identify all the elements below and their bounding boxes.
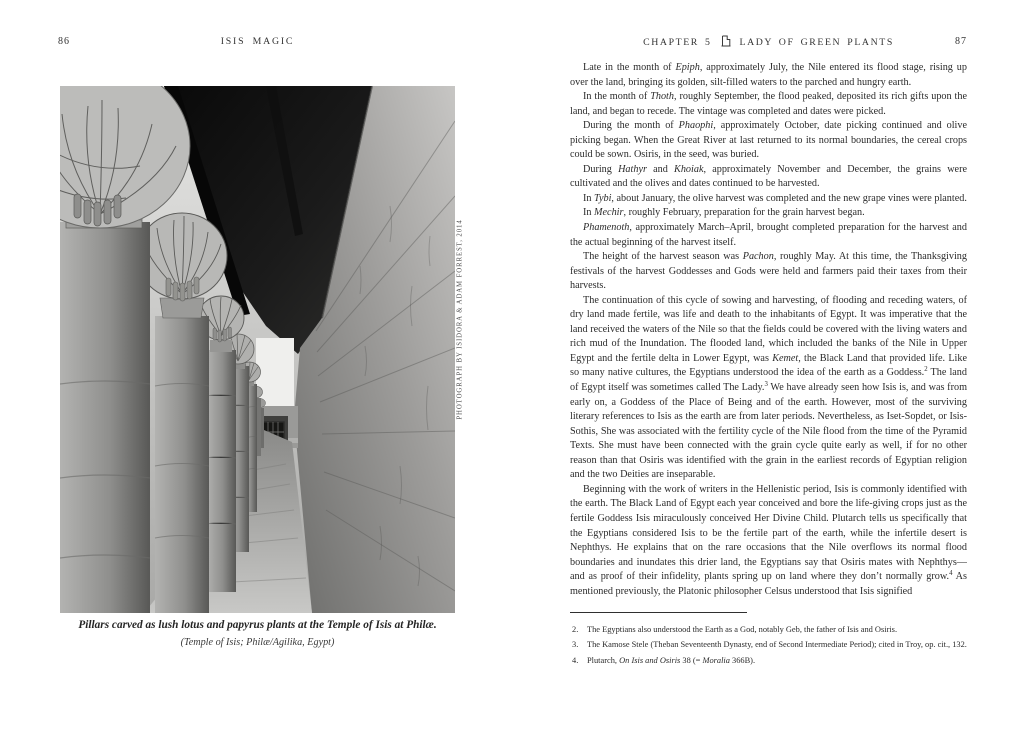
body-paragraph: The height of the harvest season was Pachon, roughly May. At this time, the Thanksgiving festivals of the harvest Goddesses and Gods were held and farmers paid their taxes from their harvests. (570, 251, 967, 292)
footnote-list (570, 622, 967, 668)
footnote (570, 637, 967, 652)
footnote-separator (570, 612, 747, 613)
body-paragraph: In Tybi, about January, the olive harvest was completed and the new grape vines were planted. (583, 192, 967, 204)
temple-colonnade-photograph (60, 86, 455, 613)
photo-caption-line1: Pillars carved as lush lotus and papyrus plants at the Temple of Isis at Philæ. (78, 619, 437, 631)
temple-photo-illustration (60, 86, 455, 613)
body-paragraph: In Mechir, roughly February, preparation for the grain harvest began. (583, 207, 865, 219)
photo-caption (30, 618, 485, 650)
chapter-title: LADY OF GREEN PLANTS (739, 37, 894, 48)
photo-caption-line2: (Temple of Isis; Philæ/Agilika, Egypt) (180, 637, 335, 648)
footnote (570, 653, 967, 668)
photo-credit (452, 86, 468, 553)
footnote-text: Plutarch, On Isis and Osiris 38 (= Moralia 366B). (587, 655, 756, 665)
page-right (570, 35, 967, 668)
footnote-number: 2. (572, 625, 579, 635)
footnote-text: The Kamose Stele (Theban Seventeenth Dynasty, end of Second Intermediate Period); cited in Troy, op. cit., 132. (587, 640, 967, 650)
footnote-text: The Egyptians also understood the Earth as a God, notably Geb, the father of Isis and Osiris. (587, 625, 898, 635)
running-head: ISIS MAGIC (220, 36, 295, 47)
body-paragraph: During the month of Phaophi, approximately October, date picking continued and olive picking began. When the Great River at last returned to its normal boundaries, the cereal crops could be sown. Osiris, in the seed, was buried. (570, 120, 967, 161)
body-paragraph: During Hathyr and Khoiak, approximately November and December, the grains were cultivated and the olives and dates continued to be harvested. (570, 163, 967, 190)
body-paragraphs (570, 61, 967, 599)
footnotes (570, 612, 967, 668)
body-paragraph: Beginning with the work of writers in the Hellenistic period, Isis is commonly identified with the earth. The Black Land of Egypt each year conceived and bore the life-giving crops just as the fertile Goddess Isis miraculously conceived Her Divine Child. Plutarch tells us specifically that the Egyptians considered Isis to be the fertile part of the earth, while the infertile desert is Nephthys. He explains that on the rare occasions that the Nile overflows its normal flood boundaries and inundates this drier land, the Egyptians say that Osiris mates with Nephthys—and as proof of their infidelity, plants spring up on land where they don’t normally grow.$^4$ As mentioned previously, the Platonic philosopher Celsus understood that Isis signified (570, 483, 968, 597)
body-paragraph: Late in the month of Epiph, approximately July, the Nile entered its flood stage, rising up over the land, bringing its golden, silt-filled waters to the parched and hungry earth. (570, 62, 967, 88)
chapter-header (570, 35, 967, 61)
footnote (570, 622, 967, 637)
throne-hieroglyph-icon (721, 35, 731, 47)
footnote-number: 4. (572, 655, 579, 665)
page-number-right: 87 (955, 36, 967, 47)
chapter-label: CHAPTER 5 (643, 37, 712, 48)
chapter-heading (570, 35, 967, 48)
photo-credit-text: PHOTOGRAPH BY ISIDORA & ADAM FORREST, 2014 (456, 219, 464, 420)
body-paragraph: In the month of Thoth, roughly September, the flood peaked, deposited its rich gifts upon the land, and began to recede. The vintage was completed and dates were picked. (570, 91, 967, 117)
body-paragraph: The continuation of this cycle of sowing and harvesting, of flooding and receding waters, of dry land made fertile, was life and death to the inhabitants of Egypt. It was imperative that the land received the waters of the Nile so that the fields could be covered with the living waters and rich mud of the Inundation. The flooded land, which included the banks of the Nile in Upper Egypt and the fertile delta in Lower Egypt, was Kemet, the Black Land that provided life. Like so many native cultures, the Egyptians understood the idea of the earth as a Goddess.$^2$ The land of Egypt itself was sometimes called The Lady.$^3$ We have already seen how Isis is, and was from early on, a Goddess of the Place of Being and of the earth. However, most of the surviving literary references to Isis as the earth are from later periods. Nevertheless, as Iset-Sopdet, or Isis-Sothis, She was associated with the fertility cycle of the Nile flood from the time of the Pyramid Texts. She must have been connected with the grain cycle quite early as well, if for no other reason than that Osiris was identified with the grain in the earliest records of Egyptian religion and the two Deities are inseparable. (570, 294, 967, 481)
footnote-number: 3. (572, 640, 579, 650)
page-number-left: 86 (58, 36, 70, 47)
body-paragraph: Phamenoth, approximately March–April, brought completed preparation for the harvest and the actual beginning of the harvest itself. (570, 222, 967, 248)
